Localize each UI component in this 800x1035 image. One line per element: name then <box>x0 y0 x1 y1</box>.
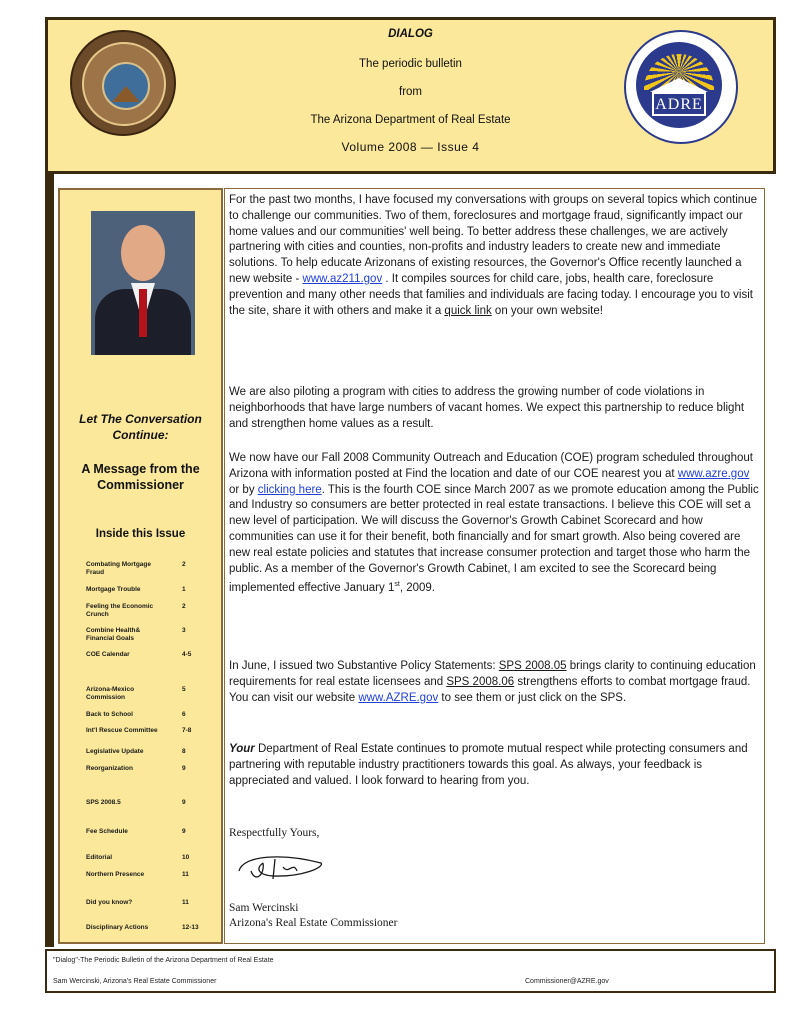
adre-logo-icon <box>624 30 738 144</box>
az211-link[interactable]: www.az211.gov <box>302 272 383 285</box>
toc-title: Inside this Issue <box>95 528 186 540</box>
volume-issue: Volume 2008 — Issue 4 <box>341 140 480 154</box>
newsletter-title: DIALOG <box>388 28 433 40</box>
signer-title: Arizona's Real Estate Commissioner <box>229 917 398 929</box>
toc-item[interactable]: Fee Schedule <box>86 828 128 835</box>
toc-page-number: 10 <box>182 854 190 861</box>
toc-item[interactable]: Legislative Update <box>86 748 144 755</box>
toc-page-number: 5 <box>182 686 186 693</box>
toc-item[interactable]: Combine Health& Financial Goals <box>86 627 141 642</box>
toc-item[interactable]: Northern Presence <box>86 871 145 878</box>
sps-2008-06-link[interactable]: SPS 2008.06 <box>446 675 515 688</box>
toc-page-number: 6 <box>182 711 186 718</box>
toc-page-number: 9 <box>182 799 186 806</box>
toc-item[interactable]: Arizona-Mexico Commission <box>86 686 135 701</box>
signature-icon <box>233 849 329 885</box>
toc-page-number: 2 <box>182 561 186 568</box>
azre-website-link[interactable]: www.AZRE.gov <box>358 691 439 704</box>
toc-item[interactable]: Feeling the Economic Crunch <box>86 603 154 618</box>
toc-item[interactable]: Int'l Rescue Committee <box>86 727 158 734</box>
commissioner-letter <box>224 188 765 944</box>
toc-item[interactable]: Mortgage Trouble <box>86 586 141 593</box>
newsletter-subtitle: The periodic bulletin <box>359 58 462 70</box>
toc-item[interactable]: Did you know? <box>86 899 133 906</box>
toc-page-number: 1 <box>182 586 186 593</box>
masthead <box>45 17 776 174</box>
toc-item[interactable]: Editorial <box>86 854 113 861</box>
letter-closing: Respectfully Yours, <box>229 827 320 839</box>
toc-page-number: 11 <box>182 871 189 878</box>
toc-page-number: 3 <box>182 627 186 634</box>
toc-item[interactable]: COE Calendar <box>86 651 130 658</box>
toc-page-number: 8 <box>182 748 186 755</box>
letter-paragraph-3: We now have our Fall 2008 Community Outreach and Education (COE) program scheduled throughout Arizona with information posted at Find the location and date of our COE nearest you at www.azre.gov or by clicking here. This is the fourth COE since March 2007 as we promote education among the Public and Industry so consumers are better protected in real estate transactions. I believe this COE will set a new level of participation. We will discuss the Governor's Growth Cabinet Scorecard and how communities can use it for their benefit, both financially and for smart growth. Also being covered are new real estate policies and statutes that increase consumer protection and target those who harm the public. As a member of the Governor's Growth Cabinet, I am excited to see the Scorecard being implemented effective January 1st, 2009. <box>229 452 759 595</box>
sidebar <box>58 188 223 944</box>
page-footer <box>45 949 776 993</box>
sidebar-heading-conversation: Let The Conversation Continue: <box>79 412 202 442</box>
toc-item[interactable]: Reorganization <box>86 765 133 772</box>
commissioner-photo <box>91 211 195 355</box>
adre-logo-text: ADRE <box>655 96 703 113</box>
toc-page-number: 2 <box>182 603 186 610</box>
clicking-here-link[interactable]: clicking here <box>257 483 322 496</box>
letter-paragraph-5: Your Department of Real Estate continues to promote mutual respect while protecting consumers and partnering with reputable industry practitioners towards this goal. As always, your feedback is appreciated and valued. I look forward to hearing from you. <box>229 743 748 787</box>
toc-item[interactable]: SPS 2008.5 <box>86 799 121 806</box>
newsletter-from: from <box>399 86 422 98</box>
footer-commissioner: Sam Wercinski, Arizona's Real Estate Commissioner <box>53 978 217 985</box>
letter-paragraph-2: We are also piloting a program with cities to address the growing number of code violations in neighborhoods that have large numbers of vacant homes. We expect this partnership to reduce blight and strengthen home values as a result. <box>229 386 745 430</box>
footer-email[interactable]: Commissioner@AZRE.gov <box>525 978 609 985</box>
toc-page-number: 12-13 <box>182 924 199 931</box>
toc-page-number: 11 <box>182 899 189 906</box>
toc-item[interactable]: Combating Mortgage Fraud <box>86 561 151 576</box>
footer-bulletin-line: "Dialog"-The Periodic Bulletin of the Arizona Department of Real Estate <box>53 957 274 964</box>
department-name: The Arizona Department of Real Estate <box>310 114 511 126</box>
letter-paragraph-4: In June, I issued two Substantive Policy Statements: SPS 2008.05 brings clarity to continuing education requirements for real estate licensees and SPS 2008.06 strengthens efforts to combat mortgage fraud. You can visit our website www.AZRE.gov to see them or just click on the SPS. <box>229 660 756 704</box>
signer-name: Sam Wercinski <box>229 902 299 914</box>
toc-page-number: 4-5 <box>182 651 192 658</box>
sps-2008-05-link[interactable]: SPS 2008.05 <box>498 660 567 672</box>
toc-page-number: 9 <box>182 828 186 835</box>
sidebar-heading-message: A Message from the Commissioner <box>81 462 200 492</box>
toc-page-number: 7-8 <box>182 727 192 734</box>
toc-item[interactable]: Back to School <box>86 711 133 718</box>
letter-paragraph-1: For the past two months, I have focused my conversations with groups on several topics which continue to challenge our communities. Two of them, foreclosures and mortgage fraud, significantly impact our home values and our communities' well being. To better address these challenges, we are actively partnering with cities and counties, non-profits and industry leaders to create new and immediate solutions. To help educate Arizonans of existing resources, the Governor's Office recently launched a new website - www.az211.gov . It compiles sources for child care, jobs, health care, foreclosure prevention and many other needs that families and individuals are facing today. I encourage you to visit the site, share it with others and make it a quick link on your own website! <box>229 194 757 317</box>
toc-page-number: 9 <box>182 765 186 772</box>
azre-link[interactable]: www.azre.gov <box>677 467 750 480</box>
quick-link[interactable]: quick link <box>444 304 492 317</box>
toc-item[interactable]: Disciplinary Actions <box>86 924 149 931</box>
